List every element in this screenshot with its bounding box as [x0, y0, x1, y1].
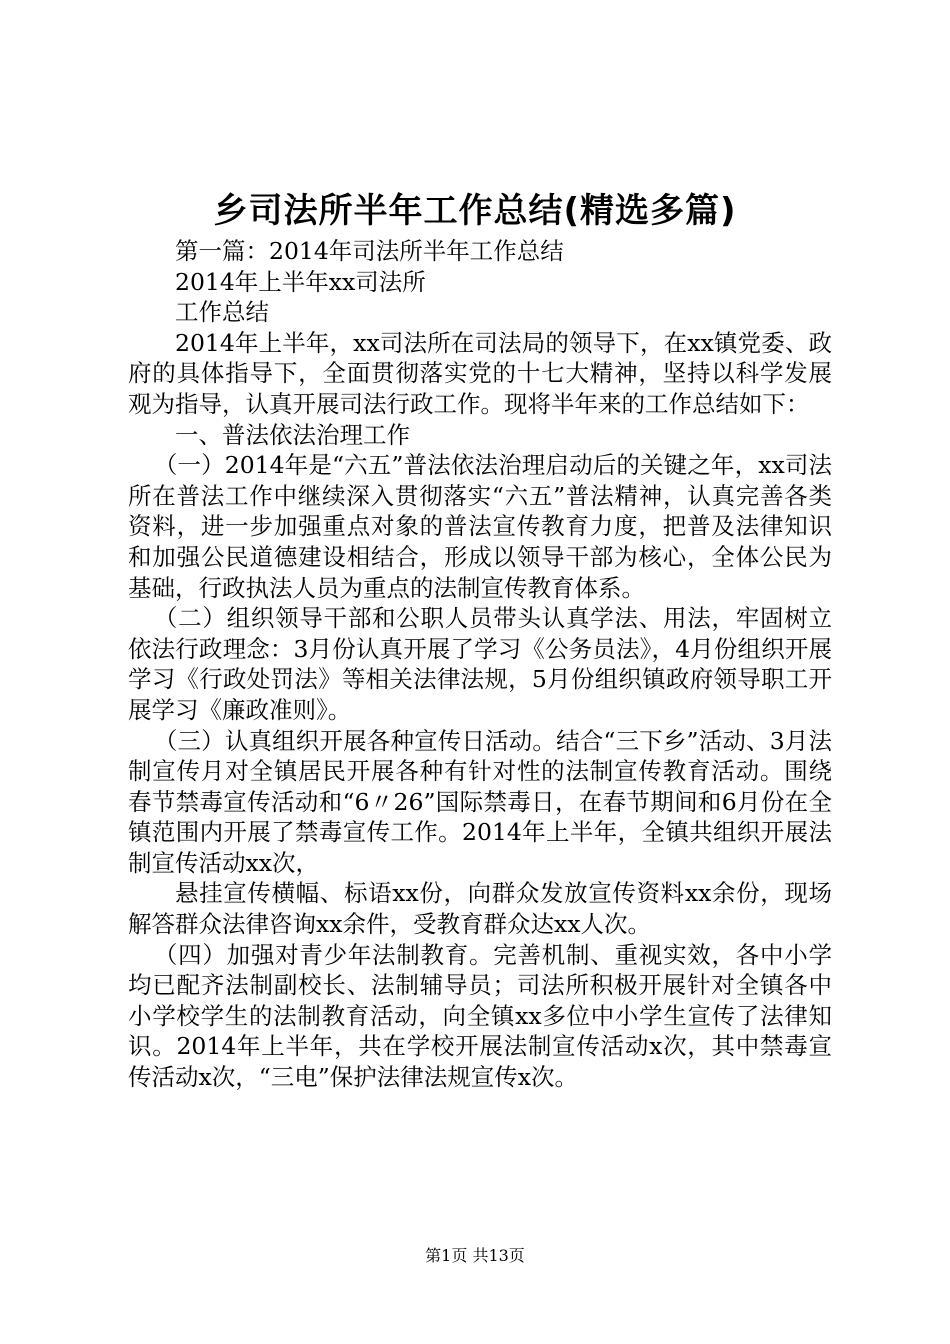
- section-heading: 一、普法依法治理工作: [175, 420, 410, 449]
- body-paragraph: 2014年上半年，xx司法所在司法局的领导下，在xx镇党委、政府的具体指导下，全面贯彻落实党的十七大精神，坚持以科学发展观为指导，认真开展司法行政工作。现将半年来的工作总结如下：: [128, 328, 832, 418]
- document-body: [128, 236, 832, 1093]
- body-paragraph: （二）组织领导干部和公职人员带头认真学法、用法，牢固树立依法行政理念：3月份认真开展了学习《公务员法》，4月份组织开展学习《行政处罚法》等相关法律法规，5月份组织镇政府领导职工开展学习《廉政准则》。: [128, 604, 832, 724]
- body-paragraph: （三）认真组织开展各种宣传日活动。结合“三下乡”活动、3月法制宣传月对全镇居民开展各种有针对性的法制宣传教育活动。围绕春节禁毒宣传活动和“6〃26”国际禁毒日，在春节期间和6月份在全镇范围内开展了禁毒宣传工作。2014年上半年，全镇共组织开展法制宣传活动xx次，: [128, 726, 832, 877]
- body-paragraph: 悬挂宣传横幅、标语xx份，向群众发放宣传资料xx余份，现场解答群众法律咨询xx余件，受教育群众达xx人次。: [128, 879, 832, 939]
- body-paragraph: （一）2014年是“六五”普法依法治理启动后的关键之年，xx司法所在普法工作中继续深入贯彻落实“六五”普法精神，认真完善各类资料，进一步加强重点对象的普法宣传教育力度，把普及法律知识和加强公民道德建设相结合，形成以领导干部为核心，全体公民为基础，行政执法人员为重点的法制宣传教育体系。: [128, 451, 832, 602]
- document-title: 乡司法所半年工作总结(精选多篇): [213, 191, 737, 231]
- body-paragraph: （四）加强对青少年法制教育。完善机制、重视实效，各中小学均已配齐法制副校长、法制辅导员；司法所积极开展针对全镇各中小学校学生的法制教育活动，向全镇xx多位中小学生宣传了法律知识。2014年上半年，共在学校开展法制宣传活动x次，其中禁毒宣传活动x次，“三电”保护法律法规宣传x次。: [128, 940, 832, 1092]
- subtitle-line: 工作总结: [175, 298, 269, 327]
- subtitle-line: 2014年上半年xx司法所: [175, 267, 426, 296]
- page-number: 第1页 共13页: [425, 1246, 525, 1265]
- section-heading: 第一篇：2014年司法所半年工作总结: [175, 237, 564, 265]
